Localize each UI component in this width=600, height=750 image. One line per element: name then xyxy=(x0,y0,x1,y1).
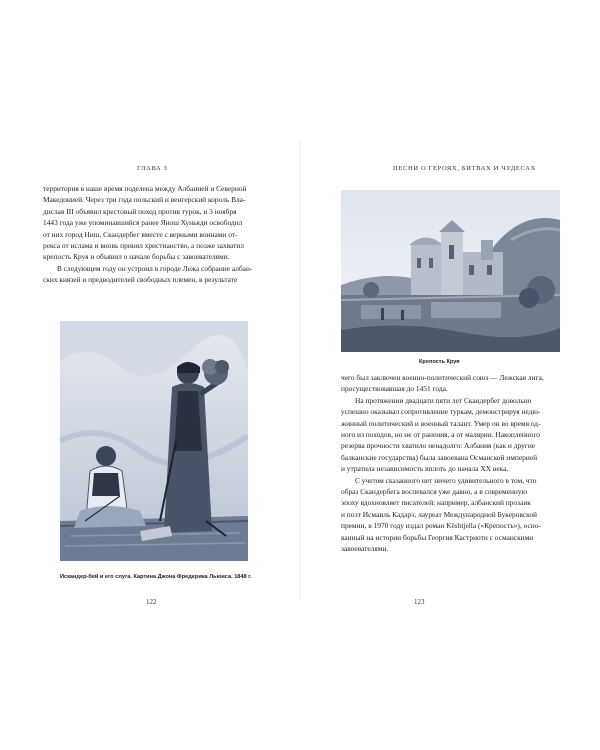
text-line: просуществовавшая до 1451 года. xyxy=(341,384,448,394)
text-line: чего был заключен военно-политический союз — Лежская лига, xyxy=(341,373,544,382)
fortress-photo xyxy=(341,190,560,352)
text-line: от них город Ниш. Скандербег вместе с верными воинами от- xyxy=(43,229,238,239)
text-line: жинный политический и военный талант. Умер он во время од- xyxy=(341,418,541,428)
text-line: и поэт Исмаиль Кадарэ, лауреат Международной Букеровской xyxy=(341,509,537,519)
page-number: 122 xyxy=(146,598,157,606)
text-line: На протяжении двадцати пяти лет Скандербег довольно xyxy=(355,395,532,405)
fortress-image xyxy=(341,190,560,352)
text-line: В следующем году он устроил в городе Лежа собрание албан- xyxy=(57,263,253,273)
text-line: завоевателями. xyxy=(341,544,389,554)
text-line: С учетом сказанного нет ничего удивительного в том, что xyxy=(355,475,537,485)
photo-caption: Крепость Круя xyxy=(419,359,460,365)
painting-illustration xyxy=(60,321,248,561)
text-line: успешно оказывал сопротивление туркам, демонстрируя недю- xyxy=(341,407,541,417)
text-line: рекса от ислама и вновь принял христианство, а позже захватил xyxy=(43,241,244,251)
running-head-right: ПЕСНИ О ГЕРОЯХ, БИТВАХ И ЧУДЕСАХ xyxy=(393,165,536,172)
text-line: 1443 года уже упоминавшийся ранее Янош Хуньяди освободил xyxy=(43,218,243,228)
text-line: территория в наше время поделена между Албанией и Северной xyxy=(43,184,247,193)
text-line: эпоху вдохновляет писателей: например, албанский прозаик xyxy=(341,498,531,508)
right-page xyxy=(300,0,600,750)
text-line: дислав III объявил крестовый поход против турок, и 3 ноября xyxy=(43,206,237,216)
text-line: балканские государства) была завоевана Османской империей xyxy=(341,452,538,462)
text-line: и утратила независимость вплоть до начала XX века. xyxy=(341,464,509,474)
text-line: крепость Круя и объявил о начале борьбы с завоевателями. xyxy=(43,252,230,262)
illustration-caption: Искандер-бей и его слуга. Картина Джона Фредерика Льюиса. 1848 г. xyxy=(60,574,252,580)
text-line: ванный на истории борьбы Георгия Кастриоти с османскими xyxy=(341,532,534,542)
left-body-text xyxy=(43,183,265,286)
text-line: ного из походов, но не от ранения, а от малярии. Накопленного xyxy=(341,430,541,440)
running-head-left: ГЛАВА 3 xyxy=(137,165,168,172)
painting-image xyxy=(60,321,248,561)
right-body-text xyxy=(341,372,561,555)
text-line: Македонией. Через три года польский и венгерский король Вла- xyxy=(43,195,246,205)
text-line: резерва прочности хватило ненадолго: Албания (как и другие xyxy=(341,441,536,451)
page-number: 123 xyxy=(414,598,425,606)
text-line: премии, в 1970 году издал роман Kështjella («Крепость»), осно- xyxy=(341,521,541,531)
text-line: ских князей и предводителей свободных племен, в результате xyxy=(43,275,238,285)
text-line: образ Скандербега воспевался уже давно, а в современную xyxy=(341,487,528,497)
